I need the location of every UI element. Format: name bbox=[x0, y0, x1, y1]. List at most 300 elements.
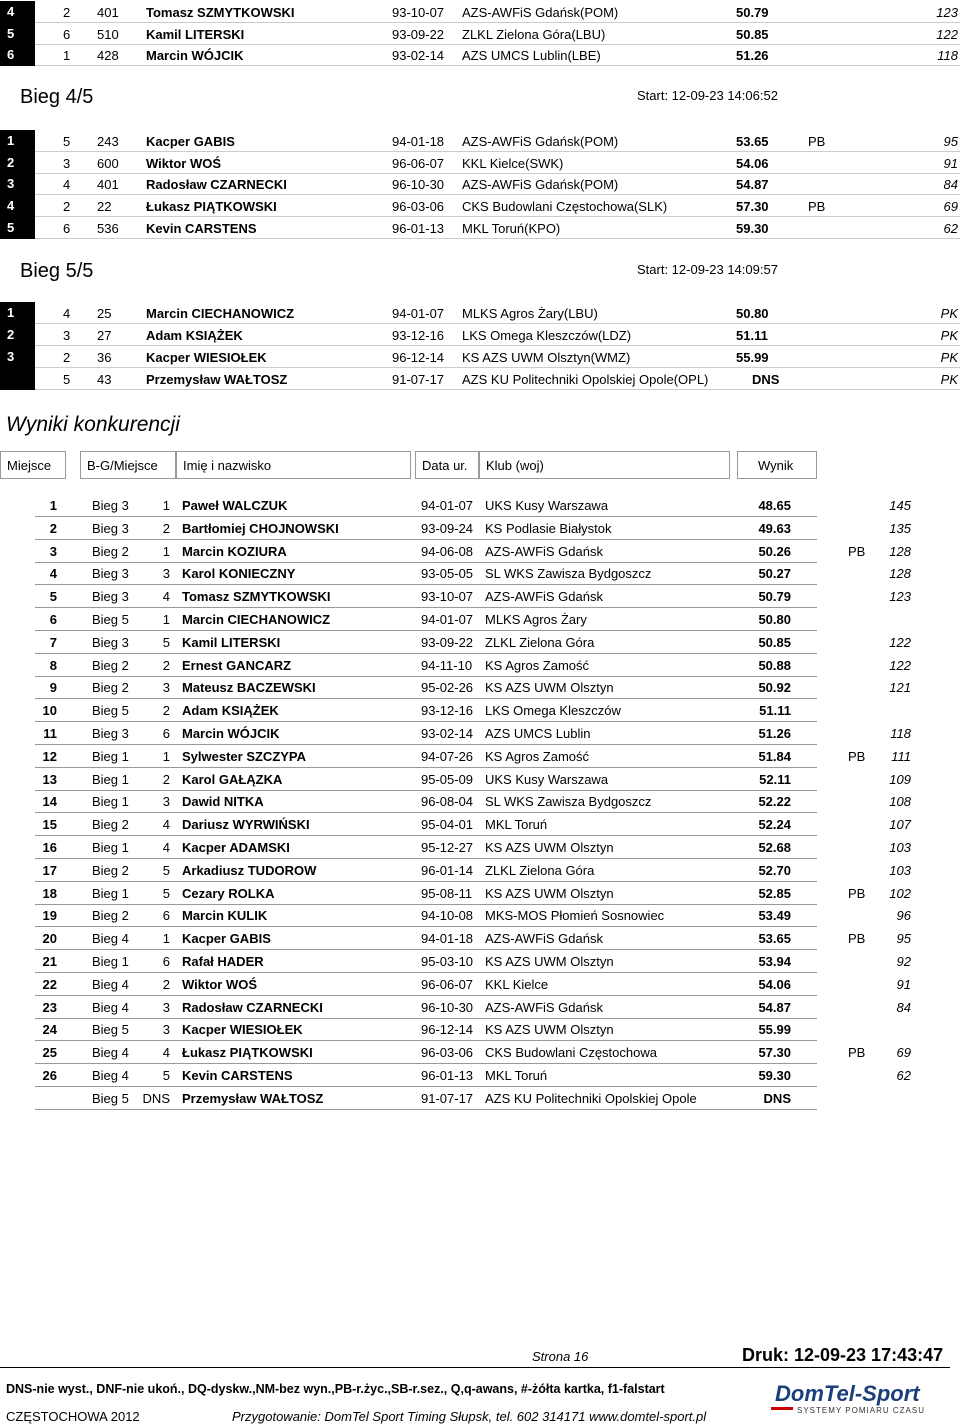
birth-date: 96-01-13 bbox=[392, 220, 445, 236]
points: 96 bbox=[896, 908, 911, 924]
heat: Bieg 2 bbox=[92, 543, 129, 559]
club: KS AZS UWM Olsztyn bbox=[485, 680, 614, 696]
result: 50.80 bbox=[758, 612, 791, 627]
heat-place: 3 bbox=[162, 1022, 170, 1038]
bib-number: 428 bbox=[97, 48, 119, 64]
lane: 2 bbox=[63, 5, 71, 20]
heat: Bieg 2 bbox=[92, 862, 129, 878]
result-row bbox=[0, 723, 960, 745]
points: 95 bbox=[943, 134, 958, 149]
birth-date: 95-08-11 bbox=[421, 885, 473, 901]
place: 21 bbox=[42, 954, 57, 969]
place: 3 bbox=[49, 543, 57, 559]
header-result: Wynik bbox=[737, 451, 817, 479]
club: ZLKL Zielona Góra bbox=[485, 634, 595, 650]
club: MLKS Agros Żary(LBU) bbox=[462, 306, 598, 321]
result: 50.85 bbox=[736, 26, 769, 42]
heat-place: 5 bbox=[162, 634, 170, 650]
points: PK bbox=[940, 372, 958, 387]
lane: 5 bbox=[63, 134, 71, 149]
birth-date: 94-06-08 bbox=[421, 543, 474, 559]
result: 50.26 bbox=[758, 543, 791, 559]
heat-place: 5 bbox=[162, 862, 170, 878]
points: 69 bbox=[896, 1045, 911, 1061]
heat-4-title: Bieg 4/5 bbox=[20, 86, 94, 108]
birth-date: 95-05-09 bbox=[421, 771, 474, 787]
points: 123 bbox=[936, 5, 958, 20]
heat: Bieg 3 bbox=[92, 566, 129, 582]
heat-row bbox=[0, 152, 960, 174]
points: 95 bbox=[896, 931, 911, 947]
place: 23 bbox=[42, 999, 57, 1015]
result: 51.26 bbox=[758, 726, 791, 741]
heat: Bieg 3 bbox=[92, 726, 129, 741]
heat-place: 6 bbox=[162, 726, 170, 741]
place: 6 bbox=[49, 612, 57, 627]
result: 49.63 bbox=[758, 520, 791, 536]
points: PK bbox=[940, 350, 958, 365]
place-badge bbox=[0, 324, 35, 346]
points: 107 bbox=[889, 817, 911, 833]
place: 4 bbox=[7, 198, 15, 214]
heat-row bbox=[0, 130, 960, 152]
heat: Bieg 4 bbox=[92, 931, 129, 947]
place: 1 bbox=[7, 305, 15, 320]
heat: Bieg 1 bbox=[92, 771, 129, 787]
place-badge bbox=[0, 217, 35, 239]
club: CKS Budowlani Częstochowa(SLK) bbox=[462, 199, 668, 215]
club: KS AZS UWM Olsztyn(WMZ) bbox=[462, 350, 631, 365]
domtel-logo: DomTel-Sport SYSTEMY POMIARU CZASU bbox=[771, 1381, 941, 1417]
lane: 2 bbox=[63, 199, 71, 215]
result: 54.87 bbox=[758, 999, 791, 1015]
result: 55.99 bbox=[736, 350, 769, 365]
result: 52.11 bbox=[759, 771, 791, 787]
athlete-name: Mateusz BACZEWSKI bbox=[182, 680, 316, 696]
result: 51.84 bbox=[758, 748, 791, 764]
athlete-name: Marcin CIECHANOWICZ bbox=[182, 612, 331, 627]
birth-date: 96-01-14 bbox=[421, 862, 474, 878]
place: 5 bbox=[49, 589, 57, 605]
heat-row bbox=[0, 217, 960, 239]
club: MKL Toruń(KPO) bbox=[462, 220, 561, 236]
athlete-name: Kevin CARSTENS bbox=[182, 1068, 293, 1083]
result-row bbox=[0, 837, 960, 859]
heat: Bieg 5 bbox=[92, 703, 129, 719]
place: 5 bbox=[7, 25, 15, 41]
birth-date: 96-08-04 bbox=[421, 794, 474, 810]
result: 50.79 bbox=[758, 589, 791, 605]
club: AZS UMCS Lublin(LBE) bbox=[462, 48, 601, 64]
points: 145 bbox=[889, 498, 911, 513]
result-row bbox=[0, 518, 960, 540]
club: KS Podlasie Białystok bbox=[485, 520, 612, 536]
result: 51.11 bbox=[736, 328, 768, 343]
result: 54.06 bbox=[758, 976, 791, 992]
result-row bbox=[0, 746, 960, 768]
heat-place: 1 bbox=[162, 612, 170, 627]
heat: Bieg 3 bbox=[92, 520, 129, 536]
place: 15 bbox=[42, 817, 57, 833]
heat: Bieg 2 bbox=[92, 680, 129, 696]
place: 2 bbox=[49, 520, 57, 536]
points: PK bbox=[940, 328, 958, 343]
heat-row bbox=[0, 23, 960, 45]
result-row bbox=[0, 609, 960, 631]
club: SL WKS Zawisza Bydgoszcz bbox=[485, 794, 652, 810]
bib-number: 401 bbox=[97, 177, 119, 193]
place: 1 bbox=[49, 498, 57, 513]
club: KKL Kielce bbox=[485, 976, 549, 992]
athlete-name: Bartłomiej CHOJNOWSKI bbox=[182, 520, 339, 536]
athlete-name: Rafał HADER bbox=[182, 954, 264, 969]
points: 91 bbox=[943, 155, 958, 171]
place: 19 bbox=[42, 908, 57, 924]
club: LKS Omega Kleszczów(LDZ) bbox=[462, 328, 632, 343]
prepared-by: Przygotowanie: DomTel Sport Timing Słupsk, tel. 602 314171 www.domtel-sport.pl bbox=[232, 1409, 707, 1424]
heat-row bbox=[0, 368, 960, 390]
place: 22 bbox=[42, 976, 57, 992]
athlete-name: Tomasz SZMYTKOWSKI bbox=[146, 5, 295, 20]
result-row bbox=[0, 632, 960, 654]
club: ZLKL Zielona Góra bbox=[485, 862, 595, 878]
result: 59.30 bbox=[736, 220, 769, 236]
heat: Bieg 3 bbox=[92, 498, 129, 513]
athlete-name: Marcin CIECHANOWICZ bbox=[146, 306, 295, 321]
heat: Bieg 4 bbox=[92, 976, 129, 992]
points: 128 bbox=[889, 543, 911, 559]
points: 122 bbox=[936, 26, 958, 42]
birth-date: 93-09-22 bbox=[421, 634, 474, 650]
athlete-name: Marcin KULIK bbox=[182, 908, 268, 924]
heat: Bieg 2 bbox=[92, 908, 129, 924]
pb-flag: PB bbox=[848, 1045, 866, 1061]
place: 3 bbox=[7, 176, 15, 192]
club: KS AZS UWM Olsztyn bbox=[485, 1022, 614, 1038]
heat-place: 3 bbox=[162, 794, 170, 810]
club: AZS-AWFiS Gdańsk bbox=[485, 999, 603, 1015]
place-badge bbox=[0, 152, 35, 174]
athlete-name: Ernest GANCARZ bbox=[182, 657, 292, 673]
club: MKL Toruń bbox=[485, 1068, 548, 1083]
result: 48.65 bbox=[758, 498, 791, 513]
result: 50.85 bbox=[758, 634, 791, 650]
club: KKL Kielce(SWK) bbox=[462, 155, 564, 171]
place-badge bbox=[0, 130, 35, 152]
result-row bbox=[0, 700, 960, 722]
place: 18 bbox=[42, 885, 57, 901]
result: 50.80 bbox=[736, 306, 769, 321]
result-row bbox=[0, 997, 960, 1019]
heat-place: 4 bbox=[162, 1045, 170, 1061]
header-club: Klub (woj) bbox=[479, 451, 730, 479]
athlete-name: Marcin WÓJCIK bbox=[182, 726, 280, 741]
heat: Bieg 4 bbox=[92, 1045, 129, 1061]
place: 13 bbox=[42, 771, 57, 787]
birth-date: 91-07-17 bbox=[392, 372, 445, 387]
heat-4-start-time: Start: 12-09-23 14:06:52 bbox=[637, 88, 778, 103]
birth-date: 96-10-30 bbox=[421, 999, 474, 1015]
result: 51.26 bbox=[736, 48, 769, 64]
result-row bbox=[0, 655, 960, 677]
birth-date: 96-06-07 bbox=[421, 976, 474, 992]
points: 135 bbox=[889, 520, 911, 536]
heat-row bbox=[0, 195, 960, 217]
heat-place: 6 bbox=[162, 908, 170, 924]
heat-row bbox=[0, 44, 960, 66]
result-row bbox=[0, 905, 960, 927]
club: AZS KU Politechniki Opolskiej Opole(OPL) bbox=[462, 372, 709, 387]
club: KS Agros Zamość bbox=[485, 748, 590, 764]
lane: 5 bbox=[63, 372, 71, 387]
points: 122 bbox=[889, 657, 911, 673]
points: 122 bbox=[889, 634, 911, 650]
birth-date: 95-12-27 bbox=[421, 840, 474, 855]
athlete-name: Łukasz PIĄTKOWSKI bbox=[146, 199, 277, 215]
birth-date: 93-10-07 bbox=[392, 5, 445, 20]
place: 20 bbox=[42, 931, 57, 947]
club: AZS-AWFiS Gdańsk bbox=[485, 931, 603, 947]
place: 10 bbox=[42, 703, 57, 719]
birth-date: 96-12-14 bbox=[392, 350, 445, 365]
heat-place: 1 bbox=[162, 498, 170, 513]
result-row bbox=[0, 951, 960, 973]
heat-row bbox=[0, 302, 960, 324]
place: 3 bbox=[7, 349, 15, 364]
place: 12 bbox=[42, 748, 57, 764]
club: ZLKL Zielona Góra(LBU) bbox=[462, 26, 606, 42]
heat-row bbox=[0, 173, 960, 195]
result: 53.94 bbox=[758, 954, 791, 969]
place: 8 bbox=[49, 657, 57, 673]
result-row bbox=[0, 814, 960, 836]
bib-number: 510 bbox=[97, 26, 119, 42]
result: 52.70 bbox=[758, 862, 791, 878]
place-badge bbox=[0, 302, 35, 324]
athlete-name: Przemysław WAŁTOSZ bbox=[182, 1090, 324, 1106]
pb-flag: PB bbox=[848, 931, 866, 947]
birth-date: 96-01-13 bbox=[421, 1068, 474, 1083]
birth-date: 94-01-18 bbox=[392, 134, 445, 149]
athlete-name: Kacper ADAMSKI bbox=[182, 840, 290, 855]
points: 103 bbox=[889, 862, 911, 878]
result-row bbox=[0, 677, 960, 699]
result: 50.92 bbox=[758, 680, 791, 696]
birth-date: 95-04-01 bbox=[421, 817, 474, 833]
heat-place: 3 bbox=[162, 566, 170, 582]
heat-place: 1 bbox=[162, 748, 170, 764]
birth-date: 94-01-07 bbox=[392, 306, 445, 321]
birth-date: 96-03-06 bbox=[421, 1045, 474, 1061]
result-row bbox=[0, 860, 960, 882]
points: 62 bbox=[896, 1068, 911, 1083]
result: 52.85 bbox=[758, 885, 791, 901]
athlete-name: Wiktor WOŚ bbox=[182, 976, 257, 992]
place-badge bbox=[0, 346, 35, 368]
result: DNS bbox=[752, 372, 780, 387]
place: 14 bbox=[42, 794, 57, 810]
athlete-name: Marcin KOZIURA bbox=[182, 543, 287, 559]
heat: Bieg 1 bbox=[92, 794, 129, 810]
points: 84 bbox=[896, 999, 911, 1015]
club: AZS-AWFiS Gdańsk(POM) bbox=[462, 177, 619, 193]
result-row bbox=[0, 791, 960, 813]
points: 92 bbox=[896, 954, 911, 969]
print-timestamp: Druk: 12-09-23 17:43:47 bbox=[742, 1345, 944, 1365]
heat: Bieg 4 bbox=[92, 999, 129, 1015]
result-row bbox=[0, 1042, 960, 1064]
birth-date: 94-10-08 bbox=[421, 908, 474, 924]
result: 50.88 bbox=[758, 657, 791, 673]
place: 7 bbox=[49, 634, 57, 650]
club: MLKS Agros Żary bbox=[485, 612, 587, 627]
athlete-name: Dariusz WYRWIŃSKI bbox=[182, 817, 310, 833]
club: MKL Toruń bbox=[485, 817, 548, 833]
athlete-name: Karol KONIECZNY bbox=[182, 566, 296, 582]
birth-date: 96-10-30 bbox=[392, 177, 445, 193]
result-row bbox=[0, 974, 960, 996]
club: AZS UMCS Lublin bbox=[485, 726, 591, 741]
heat: Bieg 1 bbox=[92, 885, 129, 901]
result: 52.22 bbox=[758, 794, 791, 810]
birth-date: 93-05-05 bbox=[421, 566, 474, 582]
club: AZS-AWFiS Gdańsk(POM) bbox=[462, 134, 619, 149]
heat-place: 5 bbox=[162, 1068, 170, 1083]
heat-5-start-time: Start: 12-09-23 14:09:57 bbox=[637, 262, 778, 277]
birth-date: 94-07-26 bbox=[421, 748, 474, 764]
result: 51.11 bbox=[759, 703, 791, 719]
bib-number: 22 bbox=[97, 199, 112, 215]
athlete-name: Wiktor WOŚ bbox=[146, 155, 221, 171]
result: 54.06 bbox=[736, 155, 769, 171]
club: KS AZS UWM Olsztyn bbox=[485, 840, 614, 855]
heat-place: 1 bbox=[162, 543, 170, 559]
pb-flag: PB bbox=[848, 748, 866, 764]
club: UKS Kusy Warszawa bbox=[485, 498, 609, 513]
bib-number: 27 bbox=[97, 328, 112, 343]
club: AZS-AWFiS Gdańsk(POM) bbox=[462, 5, 619, 20]
page-number: Strona 16 bbox=[532, 1349, 589, 1364]
place: 16 bbox=[42, 840, 57, 855]
points: 102 bbox=[889, 885, 911, 901]
lane: 3 bbox=[63, 155, 71, 171]
lane: 6 bbox=[63, 220, 71, 236]
heat-place: DNS bbox=[142, 1090, 170, 1106]
bib-number: 536 bbox=[97, 220, 119, 236]
points: 111 bbox=[891, 748, 911, 764]
result: 50.27 bbox=[758, 566, 791, 582]
lane: 3 bbox=[63, 328, 71, 343]
place: 6 bbox=[7, 47, 15, 63]
bib-number: 243 bbox=[97, 134, 119, 149]
lane: 6 bbox=[63, 26, 71, 42]
result: 54.87 bbox=[736, 177, 769, 193]
place: 2 bbox=[7, 327, 15, 342]
heat-place: 5 bbox=[162, 885, 170, 901]
header-miejsce: Miejsce bbox=[0, 451, 66, 479]
place: 17 bbox=[42, 862, 57, 878]
lane: 4 bbox=[63, 306, 71, 321]
birth-date: 93-12-16 bbox=[392, 328, 445, 343]
club: KS Agros Zamość bbox=[485, 657, 590, 673]
heat-row bbox=[0, 324, 960, 346]
pb-flag: PB bbox=[848, 885, 866, 901]
athlete-name: Kacper GABIS bbox=[146, 134, 235, 149]
club: UKS Kusy Warszawa bbox=[485, 771, 609, 787]
pb-flag: PB bbox=[808, 199, 826, 215]
club: SL WKS Zawisza Bydgoszcz bbox=[485, 566, 652, 582]
birth-date: 93-02-14 bbox=[392, 48, 445, 64]
result-row bbox=[0, 495, 960, 517]
heat: Bieg 1 bbox=[92, 840, 129, 855]
club: KS AZS UWM Olsztyn bbox=[485, 885, 614, 901]
place: 1 bbox=[7, 133, 15, 148]
result: DNS bbox=[763, 1090, 791, 1106]
place: 5 bbox=[7, 219, 15, 235]
header-heat-place: B-G/Miejsce bbox=[80, 451, 176, 479]
result-row bbox=[0, 928, 960, 950]
place: 25 bbox=[42, 1045, 57, 1061]
points: 109 bbox=[889, 771, 911, 787]
athlete-name: Kacper WIESIOŁEK bbox=[146, 350, 267, 365]
heat-place: 4 bbox=[162, 840, 170, 855]
heat-place: 2 bbox=[162, 657, 170, 673]
points: 69 bbox=[943, 199, 958, 215]
points: 118 bbox=[890, 726, 911, 741]
result-row bbox=[0, 586, 960, 608]
result: 57.30 bbox=[736, 199, 769, 215]
athlete-name: Dawid NITKA bbox=[182, 794, 264, 810]
place-badge bbox=[0, 173, 35, 195]
club: KS AZS UWM Olsztyn bbox=[485, 954, 614, 969]
heat: Bieg 5 bbox=[92, 612, 129, 627]
bib-number: 43 bbox=[97, 372, 112, 387]
place: 26 bbox=[42, 1068, 57, 1083]
points: 103 bbox=[889, 840, 911, 855]
birth-date: 93-12-16 bbox=[421, 703, 474, 719]
result-row bbox=[0, 1019, 960, 1041]
pb-flag: PB bbox=[808, 134, 826, 149]
club: CKS Budowlani Częstochowa bbox=[485, 1045, 657, 1061]
legend: DNS-nie wyst., DNF-nie ukoń., DQ-dyskw.,NM-bez wyn.,PB-r.życ.,SB-r.sez., Q,q-awans, #-żółta kartka, f1-falstart bbox=[6, 1382, 665, 1396]
birth-date: 93-02-14 bbox=[421, 726, 474, 741]
heat-place: 3 bbox=[162, 999, 170, 1015]
points: 108 bbox=[889, 794, 911, 810]
athlete-name: Radosław CZARNECKI bbox=[146, 177, 287, 193]
points: 91 bbox=[896, 976, 911, 992]
result-row bbox=[0, 563, 960, 585]
header-name: Imię i nazwisko bbox=[176, 451, 411, 479]
club: AZS-AWFiS Gdańsk bbox=[485, 543, 603, 559]
club: MKS-MOS Płomień Sosnowiec bbox=[485, 908, 665, 924]
result: 57.30 bbox=[758, 1045, 791, 1061]
result: 52.24 bbox=[758, 817, 791, 833]
place-badge bbox=[0, 1, 35, 23]
points: 123 bbox=[889, 589, 911, 605]
birth-date: 94-01-07 bbox=[421, 612, 474, 627]
athlete-name: Kacper WIESIOŁEK bbox=[182, 1022, 303, 1038]
bib-number: 36 bbox=[97, 350, 112, 365]
lane: 1 bbox=[63, 48, 71, 64]
athlete-name: Kacper GABIS bbox=[182, 931, 271, 947]
result: 53.65 bbox=[758, 931, 791, 947]
city-year: CZĘSTOCHOWA 2012 bbox=[6, 1409, 140, 1424]
result: 53.49 bbox=[758, 908, 791, 924]
place-badge bbox=[0, 368, 35, 390]
athlete-name: Kevin CARSTENS bbox=[146, 220, 257, 236]
birth-date: 91-07-17 bbox=[421, 1090, 474, 1106]
place-badge bbox=[0, 195, 35, 217]
